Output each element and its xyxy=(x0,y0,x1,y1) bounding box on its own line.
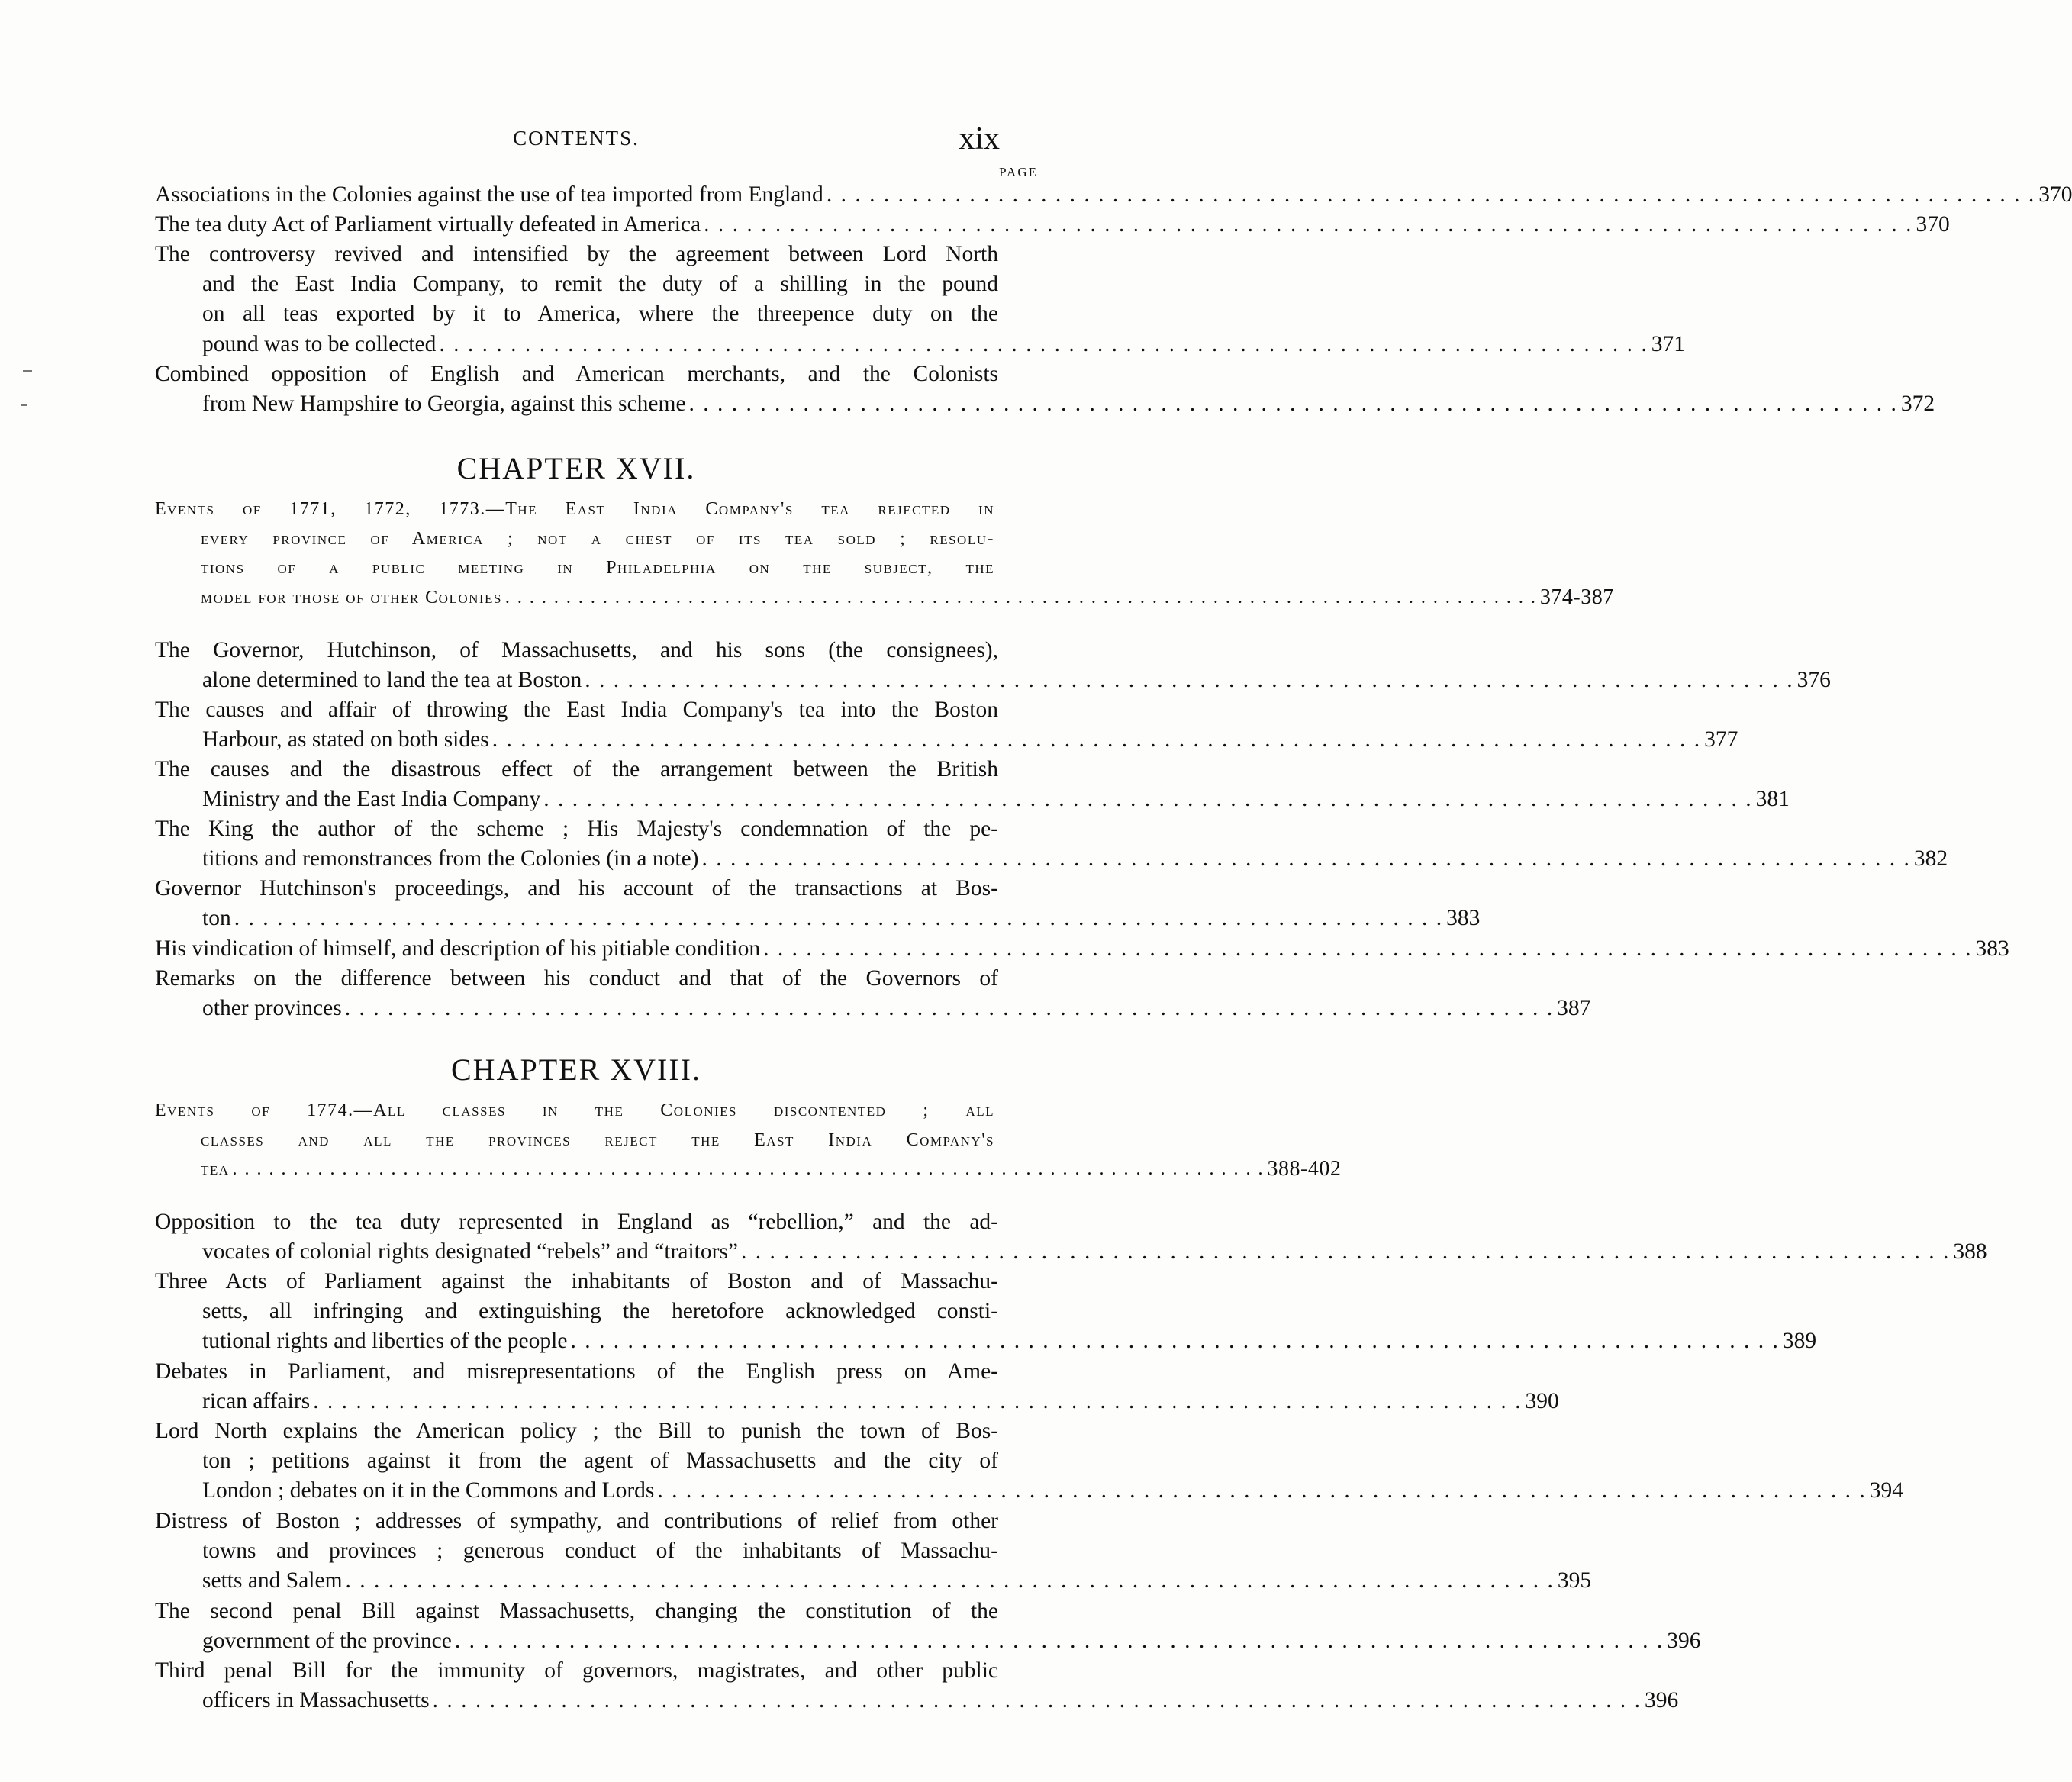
summary-line: every province of America ; not a chest of its tea sold ; resolu- xyxy=(201,528,994,549)
toc-entry xyxy=(155,1357,1559,1416)
toc-entry xyxy=(155,1597,1701,1656)
entry-final-line xyxy=(155,330,1686,359)
toc-entry xyxy=(155,1656,1679,1716)
page-range: 388-402 xyxy=(1267,1157,1342,1181)
entry-final-line xyxy=(155,180,2072,210)
entry-line: Remarks on the difference between his conduct and that of the Governors of xyxy=(155,966,998,991)
entry-line: Debates in Parliament, and misrepresentations of the English press on Ame- xyxy=(155,1359,998,1384)
entry-text: rican affairs xyxy=(202,1389,311,1414)
dot-leader: . . . . . . . . . . . . . . . . . . . . . . . . . . . . . . . . . . . . . . . . . . . . . . . . . . . . . . . . . . . . . . . . . . . . . . . . . . . . . . . . . . . . . xyxy=(439,331,1648,356)
entry-line: and the East India Company, to remit the duty of a shilling in the pound xyxy=(202,272,998,297)
entry-line: The causes and the disastrous effect of the arrangement between the British xyxy=(155,757,998,781)
entry-text: vocates of colonial rights designated “rebels” and “traitors” xyxy=(202,1239,738,1265)
toc-entry xyxy=(155,1416,1904,1506)
summary-text: tea xyxy=(201,1159,230,1179)
entry-final-line xyxy=(155,389,1935,419)
entry-final-line xyxy=(155,1686,1679,1716)
entry-final-line xyxy=(155,994,1591,1023)
page-column-label: PAGE xyxy=(999,165,1038,179)
entry-text: tutional rights and liberties of the people xyxy=(202,1329,568,1354)
dot-leader: . . . . . . . . . . . . . . . . . . . . . . . . . . . . . . . . . . . . . . . . . . . . . . . . . . . . . . . . . . . . . . . . . . . . . . . . . . . . . . . . . . . . . xyxy=(741,1239,1951,1265)
entry-line: Distress of Boston ; addresses of sympathy, and contributions of relief from other xyxy=(155,1509,998,1533)
page-number: 381 xyxy=(1755,787,1790,812)
entry-line: The second penal Bill against Massachusetts, changing the constitution of the xyxy=(155,1599,998,1623)
entry-text: from New Hampshire to Georgia, against this scheme xyxy=(202,392,686,417)
page-number: 395 xyxy=(1557,1568,1592,1593)
entry-line: setts, all infringing and extinguishing the heretofore acknowledged consti- xyxy=(202,1299,998,1324)
toc-entry xyxy=(155,934,2009,964)
entry-final-line xyxy=(155,725,1738,755)
entry-line: Combined opposition of English and American merchants, and the Colonists xyxy=(155,362,998,386)
entry-text: His vindication of himself, and description of his pitiable condition xyxy=(155,936,761,961)
dot-leader: . . . . . . . . . . . . . . . . . . . . . . . . . . . . . . . . . . . . . . . . . . . . . . . . . . . . . . . . . . . . . . . . . . . . . . . . . . . . . . . . . . . . . xyxy=(454,1629,1664,1654)
page-range: 374-387 xyxy=(1539,585,1614,609)
page-folio: xix xyxy=(959,121,1000,156)
page-number: 370 xyxy=(1916,212,1950,237)
running-head xyxy=(153,121,1000,159)
dot-leader: . . . . . . . . . . . . . . . . . . . . . . . . . . . . . . . . . . . . . . . . . . . . . . . . . . . . . . . . . . . . . . . . . . . . . . . . . . . . . . . . . . . . . xyxy=(504,587,1537,607)
entry-final-line xyxy=(155,785,1790,814)
toc-entry xyxy=(155,1506,1592,1597)
chapter-summary-xvii xyxy=(155,495,1614,612)
entry-line: Three Acts of Parliament against the inhabitants of Boston and of Massachu- xyxy=(155,1269,998,1294)
summary-final-line xyxy=(155,583,1614,613)
summary-text: model for those of other Colonies xyxy=(201,587,502,607)
entry-text: The tea duty Act of Parliament virtually defeated in America xyxy=(155,212,701,237)
entry-final-line xyxy=(155,904,1481,933)
toc-entry xyxy=(155,359,1935,419)
entry-final-line xyxy=(155,1326,1817,1356)
dot-leader: . . . . . . . . . . . . . . . . . . . . . . . . . . . . . . . . . . . . . . . . . . . . . . . . . . . . . . . . . . . . . . . . . . . . . . . . . . . . . . . . . . . . . xyxy=(313,1389,1523,1414)
margin-mark xyxy=(23,370,32,372)
entry-final-line xyxy=(155,1476,1904,1506)
dot-leader: . . . . . . . . . . . . . . . . . . . . . . . . . . . . . . . . . . . . . . . . . . . . . . . . . . . . . . . . . . . . . . . . . . . . . . . . . . . . . . . . . . . . . xyxy=(234,906,1444,931)
page-number: 377 xyxy=(1704,727,1738,752)
dot-leader: . . . . . . . . . . . . . . . . . . . . . . . . . . . . . . . . . . . . . . . . . . . . . . . . . . . . . . . . . . . . . . . . . . . . . . . . . . . . . . . . . . . . . xyxy=(344,996,1555,1021)
toc-entry xyxy=(155,874,1481,933)
entry-text: setts and Salem xyxy=(202,1568,343,1593)
entry-text: government of the province xyxy=(202,1629,452,1654)
page-number: 396 xyxy=(1645,1688,1679,1713)
toc-entry xyxy=(155,240,1686,359)
entry-final-line xyxy=(155,1566,1592,1596)
page-number: 383 xyxy=(1975,936,2009,961)
entry-text: alone determined to land the tea at Boston xyxy=(202,668,582,693)
page-number: 387 xyxy=(1557,996,1591,1021)
entry-text: Associations in the Colonies against the use of tea imported from England xyxy=(155,182,823,207)
entry-line: The Governor, Hutchinson, of Massachusetts, and his sons (the consignees), xyxy=(155,638,998,662)
chapter-summary-xviii xyxy=(155,1096,1342,1184)
entry-line: Governor Hutchinson's proceedings, and his account of the transactions at Bos- xyxy=(155,876,998,901)
entry-final-line xyxy=(155,934,2009,964)
entry-text: other provinces xyxy=(202,996,342,1021)
entry-line: Opposition to the tea duty represented in England as “rebellion,” and the ad- xyxy=(155,1210,998,1234)
toc-entry xyxy=(155,755,1790,814)
entry-line: The controversy revived and intensified by the agreement between Lord North xyxy=(155,242,998,266)
entry-text: ton xyxy=(202,906,231,931)
dot-leader: . . . . . . . . . . . . . . . . . . . . . . . . . . . . . . . . . . . . . . . . . . . . . . . . . . . . . . . . . . . . . . . . . . . . . . . . . . . . . . . . . . . . . xyxy=(688,392,1898,417)
toc-entry xyxy=(155,695,1738,755)
entry-final-line xyxy=(155,1237,1987,1267)
page-number: 372 xyxy=(1900,392,1935,417)
summary-line: tions of a public meeting in Philadelphia on the subject, the xyxy=(201,558,994,578)
page-number: 382 xyxy=(1913,846,1948,872)
entry-final-line xyxy=(155,844,1948,874)
toc-entry xyxy=(155,964,1591,1023)
dot-leader: . . . . . . . . . . . . . . . . . . . . . . . . . . . . . . . . . . . . . . . . . . . . . . . . . . . . . . . . . . . . . . . . . . . . . . . . . . . . . . . . . . . . . xyxy=(232,1159,1265,1179)
toc-entry xyxy=(155,814,1948,874)
entry-line: The King the author of the scheme ; His Majesty's condemnation of the pe- xyxy=(155,817,998,841)
entry-line: towns and provinces ; generous conduct of the inhabitants of Massachu- xyxy=(202,1539,998,1564)
dot-leader: . . . . . . . . . . . . . . . . . . . . . . . . . . . . . . . . . . . . . . . . . . . . . . . . . . . . . . . . . . . . . . . . . . . . . . . . . . . . . . . . . . . . . xyxy=(657,1478,1867,1503)
toc-entry xyxy=(155,1267,1817,1357)
dot-leader: . . . . . . . . . . . . . . . . . . . . . . . . . . . . . . . . . . . . . . . . . . . . . . . . . . . . . . . . . . . . . . . . . . . . . . . . . . . . . . . . . . . . . xyxy=(826,182,2036,207)
entry-line: The causes and affair of throwing the East India Company's tea into the Boston xyxy=(155,698,998,722)
page-number: 390 xyxy=(1525,1389,1559,1414)
entry-text: Ministry and the East India Company xyxy=(202,787,541,812)
dot-leader: . . . . . . . . . . . . . . . . . . . . . . . . . . . . . . . . . . . . . . . . . . . . . . . . . . . . . . . . . . . . . . . . . . . . . . . . . . . . . . . . . . . . . xyxy=(432,1688,1642,1713)
summary-line: Events of 1771, 1772, 1773.—The East India Company's tea rejected in xyxy=(155,499,994,519)
dot-leader: . . . . . . . . . . . . . . . . . . . . . . . . . . . . . . . . . . . . . . . . . . . . . . . . . . . . . . . . . . . . . . . . . . . . . . . . . . . . . . . . . . . . . xyxy=(570,1329,1780,1354)
entry-text: pound was to be collected xyxy=(202,331,437,356)
page-number: 376 xyxy=(1796,668,1831,693)
page-number: 388 xyxy=(1953,1239,1987,1265)
page-number: 394 xyxy=(1869,1478,1904,1503)
entry-text: London ; debates on it in the Commons and Lords xyxy=(202,1478,655,1503)
margin-mark xyxy=(21,404,27,406)
page-number: 383 xyxy=(1446,906,1481,931)
dot-leader: . . . . . . . . . . . . . . . . . . . . . . . . . . . . . . . . . . . . . . . . . . . . . . . . . . . . . . . . . . . . . . . . . . . . . . . . . . . . . . . . . . . . . xyxy=(345,1568,1555,1593)
dot-leader: . . . . . . . . . . . . . . . . . . . . . . . . . . . . . . . . . . . . . . . . . . . . . . . . . . . . . . . . . . . . . . . . . . . . . . . . . . . . . . . . . . . . . xyxy=(543,787,1753,812)
toc-entry xyxy=(155,636,1831,695)
dot-leader: . . . . . . . . . . . . . . . . . . . . . . . . . . . . . . . . . . . . . . . . . . . . . . . . . . . . . . . . . . . . . . . . . . . . . . . . . . . . . . . . . . . . . xyxy=(704,212,1913,237)
entry-final-line xyxy=(155,1387,1559,1416)
entry-text: Harbour, as stated on both sides xyxy=(202,727,489,752)
summary-line: Events of 1774.—All classes in the Colonies discontented ; all xyxy=(155,1100,994,1120)
entry-text: officers in Massachusetts xyxy=(202,1688,430,1713)
entry-line: Lord North explains the American policy ; the Bill to punish the town of Bos- xyxy=(155,1419,998,1443)
page-number: 370 xyxy=(2038,182,2072,207)
entry-line: on all teas exported by it to America, where the threepence duty on the xyxy=(202,301,998,327)
page-number: 389 xyxy=(1782,1329,1817,1354)
chapter-heading-xvii: CHAPTER XVII. xyxy=(456,451,696,485)
entry-line: ton ; petitions against it from the agent of Massachusetts and the city of xyxy=(202,1448,998,1474)
entry-final-line xyxy=(155,210,1950,240)
dot-leader: . . . . . . . . . . . . . . . . . . . . . . . . . . . . . . . . . . . . . . . . . . . . . . . . . . . . . . . . . . . . . . . . . . . . . . . . . . . . . . . . . . . . . xyxy=(763,936,1973,961)
dot-leader: . . . . . . . . . . . . . . . . . . . . . . . . . . . . . . . . . . . . . . . . . . . . . . . . . . . . . . . . . . . . . . . . . . . . . . . . . . . . . . . . . . . . . xyxy=(701,846,1911,872)
dot-leader: . . . . . . . . . . . . . . . . . . . . . . . . . . . . . . . . . . . . . . . . . . . . . . . . . . . . . . . . . . . . . . . . . . . . . . . . . . . . . . . . . . . . . xyxy=(491,727,1702,752)
summary-final-line xyxy=(155,1155,1342,1184)
entry-text: titions and remonstrances from the Colonies (in a note) xyxy=(202,846,699,872)
dot-leader: . . . . . . . . . . . . . . . . . . . . . . . . . . . . . . . . . . . . . . . . . . . . . . . . . . . . . . . . . . . . . . . . . . . . . . . . . . . . . . . . . . . . . xyxy=(585,668,1794,693)
summary-line: classes and all the provinces reject the East India Company's xyxy=(201,1129,994,1150)
entry-final-line xyxy=(155,665,1831,695)
page-number: 396 xyxy=(1667,1629,1701,1654)
entry-line: Third penal Bill for the immunity of governors, magistrates, and other public xyxy=(155,1658,998,1683)
running-head-title: CONTENTS. xyxy=(513,127,640,150)
entry-final-line xyxy=(155,1626,1701,1656)
toc-entry xyxy=(155,1207,1987,1267)
toc-entry xyxy=(155,180,2072,210)
chapter-heading-xviii: CHAPTER XVIII. xyxy=(451,1052,701,1087)
toc-entry xyxy=(155,210,1950,240)
page-number: 371 xyxy=(1651,331,1686,356)
